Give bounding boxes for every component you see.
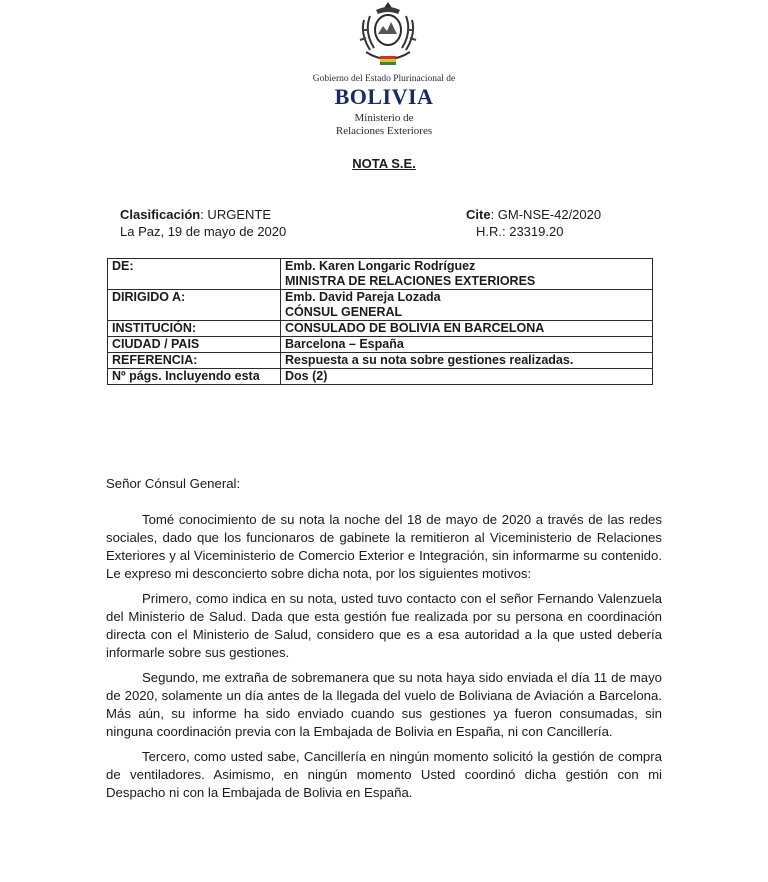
paragraph: Segundo, me extraña de sobremanera que su nota haya sido enviada el día 11 de mayo de 2020, solamente un día antes de la llegada del vuelo de Boliviana de Aviación a Barcelona. Más aún, su informe ha sido enviado cuando sus gestiones ya fueron consumadas, sin ninguna coordinación previa con la Embajada de Bolivia en España, ni con Cancillería. [106, 670, 662, 739]
table-row [108, 353, 653, 369]
meta-left [120, 206, 286, 240]
letterhead-country: BOLIVIA [334, 84, 434, 109]
row-value-line2: MINISTRA DE RELACIONES EXTERIORES [285, 274, 536, 288]
paragraph: Tomé conocimiento de su nota la noche del 18 de mayo de 2020 a través de las redes sociales, dado que los funcionaros de gabinete la remitieron al Viceministerio de Relaciones Exteriores y al Viceministerio de Comercio Exterior e Integración, sin informarme su contenido. Le expreso mi desconcierto sobre dicha nota, por los siguientes motivos: [106, 512, 662, 581]
classification-value: : URGENTE [200, 207, 271, 222]
row-label: CIUDAD / PAIS [108, 337, 281, 353]
letterhead-ministry-line2: Relaciones Exteriores [335, 125, 433, 137]
salutation: Señor Cónsul General: [106, 476, 241, 491]
row-value: Dos (2) [281, 369, 653, 385]
table-row [108, 321, 653, 337]
letter-body [106, 475, 662, 809]
classification-label: Clasificación [120, 207, 201, 222]
hr-number: H.R.: 23319.20 [476, 224, 564, 239]
row-value-line2: CÓNSUL GENERAL [285, 305, 403, 319]
row-value-line1: Emb. Karen Longaric Rodríguez [285, 259, 476, 273]
cite-label: Cite [466, 207, 491, 222]
table-row [108, 337, 653, 353]
row-value [281, 259, 653, 290]
row-label: REFERENCIA: [108, 353, 281, 369]
table-row [108, 290, 653, 321]
row-value: CONSULADO DE BOLIVIA EN BARCELONA [281, 321, 653, 337]
table-row [108, 259, 653, 290]
table-row [108, 369, 653, 385]
row-label: DE: [108, 259, 281, 290]
classification-line [120, 206, 286, 223]
letterhead-government: Gobierno del Estado Plurinacional de [312, 74, 456, 84]
paragraph: Tercero, como usted sabe, Cancillería en ningún momento solicitó la gestión de compra de ventiladores. Asimismo, en ningún momento Usted coordinó dicha gestión con mi Despacho ni con la Embajada de Bolivia en España. [106, 749, 662, 800]
row-value [281, 290, 653, 321]
row-value: Respuesta a su nota sobre gestiones realizadas. [281, 353, 653, 369]
paragraph: Primero, como indica en su nota, usted tuvo contacto con el señor Fernando Valenzuela del Ministerio de Salud. Dada que esta gestión fue realizada por su persona en coordinación directa con el Ministerio de Salud, considero que es a esa autoridad a la que usted debería informarle sobre sus gestiones. [106, 591, 662, 660]
coat-of-arms-seal [356, 0, 420, 66]
document-title: NOTA S.E. [352, 156, 416, 171]
cite-value: : GM-NSE-42/2020 [490, 207, 602, 222]
row-value: Barcelona – España [281, 337, 653, 353]
info-table [107, 258, 653, 385]
row-label: Nº págs. Incluyendo esta [108, 369, 281, 385]
row-label: DIRIGIDO A: [108, 290, 281, 321]
meta-right [466, 206, 601, 240]
letterhead-ministry-line1: Ministerio de [354, 112, 414, 124]
cite-line [466, 206, 601, 223]
place-date: La Paz, 19 de mayo de 2020 [120, 224, 287, 239]
row-value-line1: Emb. David Pareja Lozada [285, 290, 441, 304]
row-label: INSTITUCIÓN: [108, 321, 281, 337]
